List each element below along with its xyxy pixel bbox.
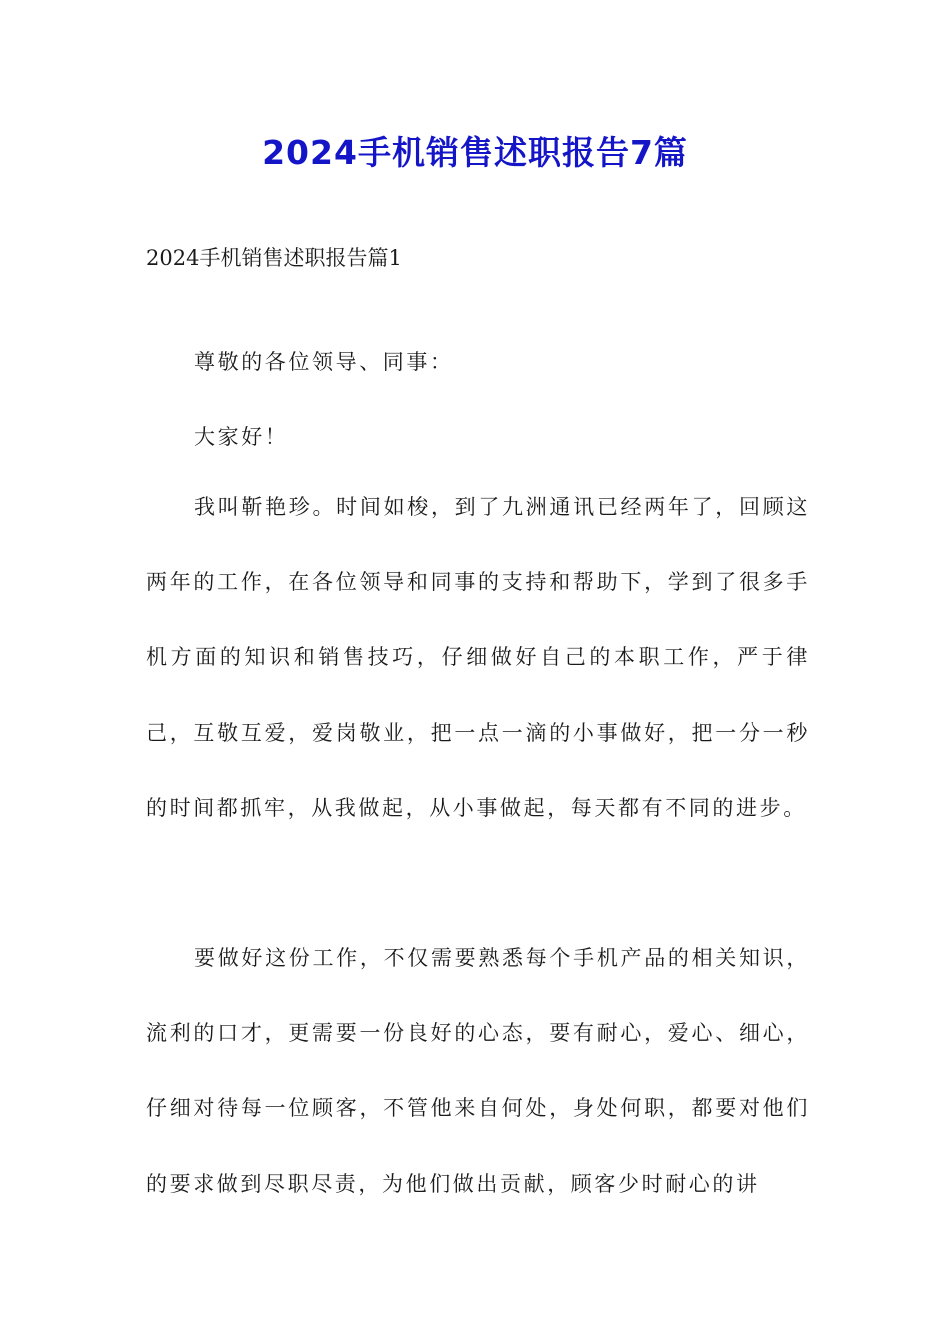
document-title: 2024手机销售述职报告7篇 bbox=[262, 133, 688, 172]
salutation: 尊敬的各位领导、同事： bbox=[194, 350, 454, 374]
greeting: 大家好！ bbox=[194, 425, 289, 449]
body-paragraph-1: 我叫靳艳珍。时间如梭，到了九洲通讯已经两年了，回顾这两年的工作，在各位领导和同事的支持和帮助下，学到了很多手机方面的知识和销售技巧，仔细做好自己的本职工作，严于律己，互敬互爱，爱岗敬业，把一点一滴的小事做好，把一分一秒的时间都抓牢，从我做起，从小事做起，每天都有不同的进步。 bbox=[146, 495, 810, 820]
body-paragraph-2: 要做好这份工作，不仅需要熟悉每个手机产品的相关知识，流利的口才，更需要一份良好的心态，要有耐心，爱心、细心，仔细对待每一位顾客，不管他来自何处，身处何职，都要对他们的要求做到尽职尽责，为他们做出贡献，顾客少时耐心的讲 bbox=[146, 946, 810, 1196]
section-heading: 2024手机销售述职报告篇1 bbox=[146, 246, 402, 270]
